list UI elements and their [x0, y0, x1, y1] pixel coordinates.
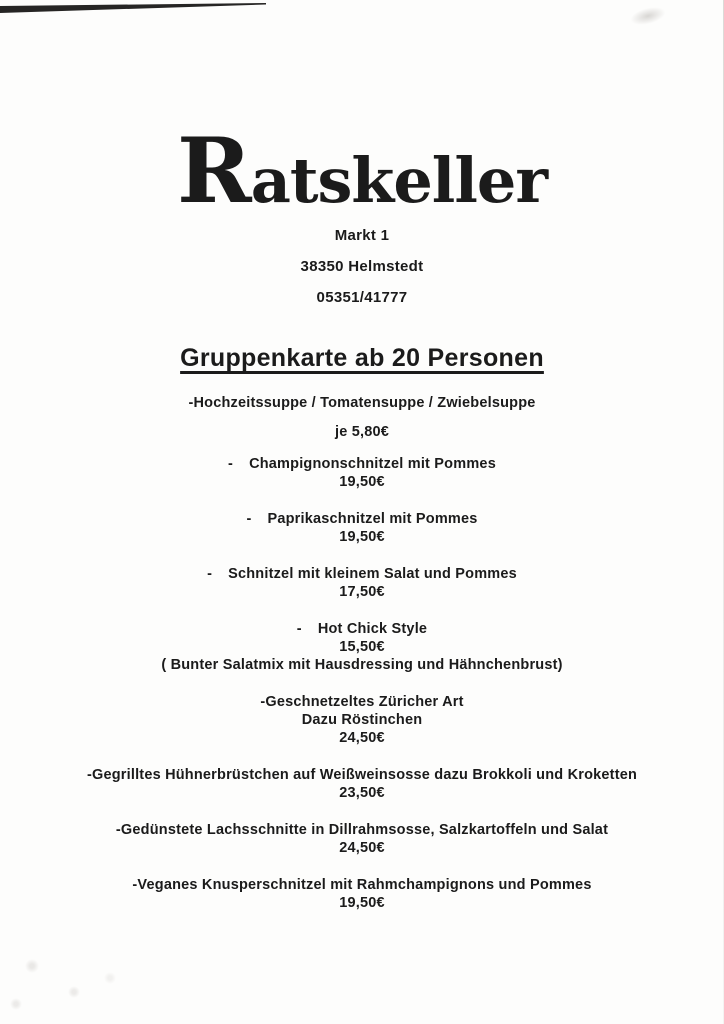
menu-item-name: -Geschnetzeltes Züricher Art — [260, 694, 464, 710]
menu-item-paprikaschnitzel — [0, 510, 724, 546]
menu-item-veganes-knusperschnitzel — [0, 876, 724, 912]
menu-item-price: 19,50€ — [339, 895, 385, 911]
restaurant-logo: Ratskeller — [176, 119, 548, 224]
menu-item-name: -Veganes Knusperschnitzel mit Rahmchampignons und Pommes — [132, 877, 592, 893]
menu-item-name: Paprikaschnitzel mit Pommes — [267, 511, 478, 527]
menu-item-dash: - — [246, 511, 252, 527]
menu-item-price: je 5,80€ — [334, 424, 389, 440]
menu-item-price: 23,50€ — [339, 785, 385, 801]
menu-item-name: Schnitzel mit kleinem Salat und Pommes — [228, 566, 517, 582]
menu-item-lachsschnitte — [0, 821, 724, 857]
menu-item-name-line — [0, 565, 724, 583]
menu-item-dash: - — [228, 456, 234, 472]
menu-item-price: 17,50€ — [339, 584, 385, 600]
menu-item-schnitzel-salat — [0, 565, 724, 601]
menu-item-subline: Dazu Röstinchen — [301, 712, 423, 728]
menu-item-huehnerbruestchen — [0, 766, 724, 802]
menu-item-note: ( Bunter Salatmix mit Hausdressing und Hähnchenbrust) — [161, 657, 563, 673]
menu-item-price: 24,50€ — [339, 840, 385, 856]
menu-item-price: 24,50€ — [339, 730, 385, 746]
menu-item-name-line — [0, 455, 724, 473]
menu-item-price: 15,50€ — [339, 639, 385, 655]
menu-item-price: 19,50€ — [339, 474, 385, 490]
menu-item-name: -Gegrilltes Hühnerbrüstchen auf Weißweinsosse dazu Brokkoli und Kroketten — [86, 767, 638, 783]
address-block — [0, 228, 724, 321]
address-phone: 05351/41777 — [316, 289, 408, 306]
address-city: 38350 Helmstedt — [300, 258, 424, 275]
menu-item-dash: - — [296, 621, 302, 637]
menu-item-champignonschnitzel — [0, 455, 724, 491]
menu-item-geschnetzeltes — [0, 693, 724, 747]
menu-items — [0, 394, 724, 931]
menu-item-name: Hot Chick Style — [317, 621, 428, 637]
menu-item-soups — [0, 394, 724, 441]
scan-artifact-smudge — [629, 4, 668, 28]
scan-artifact-top-line — [0, 2, 280, 16]
menu-item-name-line — [0, 510, 724, 528]
menu-item-name: -Hochzeitssuppe / Tomatensuppe / Zwiebelsuppe — [188, 395, 536, 411]
menu-item-name: Champignonschnitzel mit Pommes — [249, 456, 496, 472]
address-street: Markt 1 — [334, 227, 390, 244]
menu-item-name: -Gedünstete Lachsschnitte in Dillrahmsosse, Salzkartoffeln und Salat — [115, 822, 609, 838]
menu-item-name-line — [0, 620, 724, 638]
menu-heading: Gruppenkarte ab 20 Personen — [180, 344, 544, 372]
menu-item-hot-chick-style — [0, 620, 724, 674]
menu-item-price: 19,50€ — [339, 529, 385, 545]
menu-item-dash: - — [207, 566, 213, 582]
scan-artifact-noise — [0, 938, 170, 1024]
